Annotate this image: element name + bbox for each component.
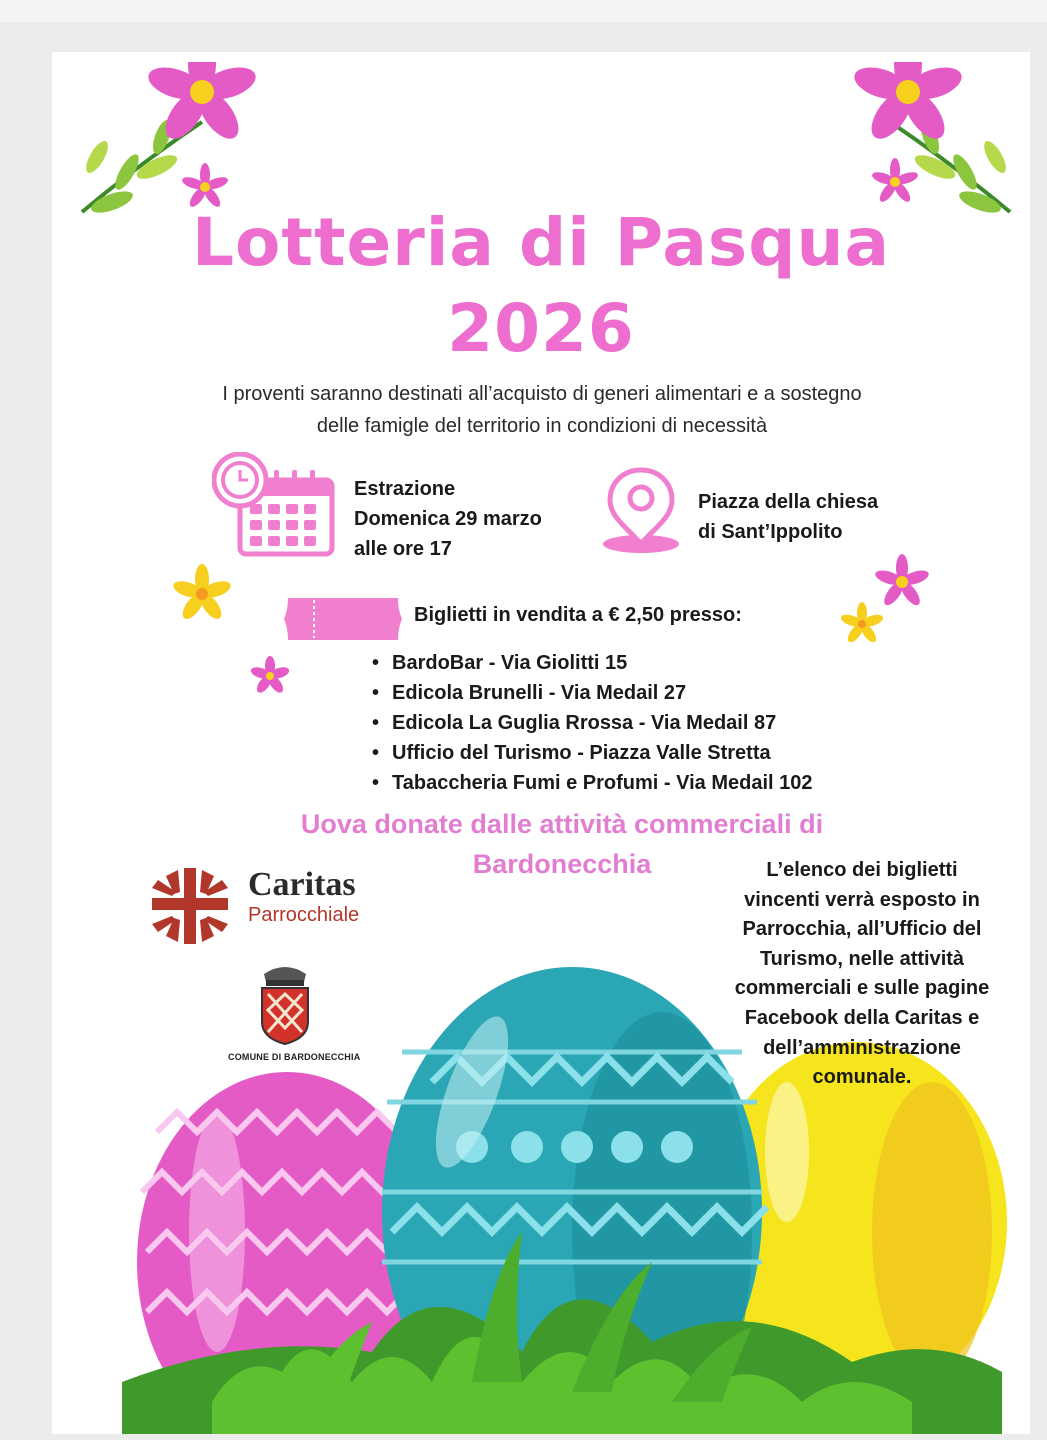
caritas-subtitle: Parrocchiale	[248, 904, 360, 926]
ticket-icon	[282, 594, 404, 644]
donated-notice: Uova donate dalle attività commerciali di Bardonecchia	[300, 809, 824, 879]
flower-pink-icon	[248, 654, 292, 698]
location-pin-icon	[600, 464, 682, 556]
list-item: • Ufficio del Turismo - Piazza Valle Stretta	[370, 738, 813, 768]
comune-crest-icon	[258, 960, 312, 1046]
clock-calendar-icon	[212, 452, 337, 558]
poster-page	[52, 52, 1030, 1434]
flower-yellow-icon	[836, 598, 888, 650]
list-item: • Edicola Brunelli - Via Medail 27	[370, 678, 813, 708]
caritas-name: Caritas	[248, 866, 356, 903]
location-info: Piazza della chiesa di Sant’Ippolito	[698, 491, 879, 543]
list-item: • Tabaccheria Fumi e Profumi - Via Medail 102	[370, 768, 813, 798]
draw-info: Estrazione Domenica 29 marzo alle ore 17	[354, 478, 542, 560]
viewer-top-bar	[0, 0, 1047, 22]
leaf-branch-icon	[890, 118, 1010, 217]
shops-list	[370, 648, 813, 798]
flower-yellow-icon	[170, 562, 234, 626]
poster-year: 2026	[447, 290, 635, 367]
comune-name: COMUNE DI BARDONECCHIA	[228, 1052, 361, 1062]
list-item: • BardoBar - Via Giolitti 15	[370, 648, 813, 678]
flower-pink-icon	[181, 163, 230, 209]
winners-notice: L’elenco dei biglietti vincenti verrà esposto in Parrocchia, all’Ufficio del Turismo, nelle attività commerciali e sulle pagine Facebook della Caritas e dell’amministrazione comunale.	[734, 859, 990, 1089]
intro-text: I proventi saranno destinati all’acquisto di generi alimentari e a sostegno delle famigle del territorio in condizioni di necessità	[222, 383, 862, 437]
list-item: • Edicola La Guglia Rrossa - Via Medail 87	[370, 708, 813, 738]
caritas-logo	[148, 866, 232, 946]
poster-title: Lotteria di Pasqua	[192, 204, 890, 281]
tickets-heading: Biglietti in vendita a € 2,50 presso:	[414, 604, 742, 626]
flower-pink-icon	[871, 158, 920, 204]
